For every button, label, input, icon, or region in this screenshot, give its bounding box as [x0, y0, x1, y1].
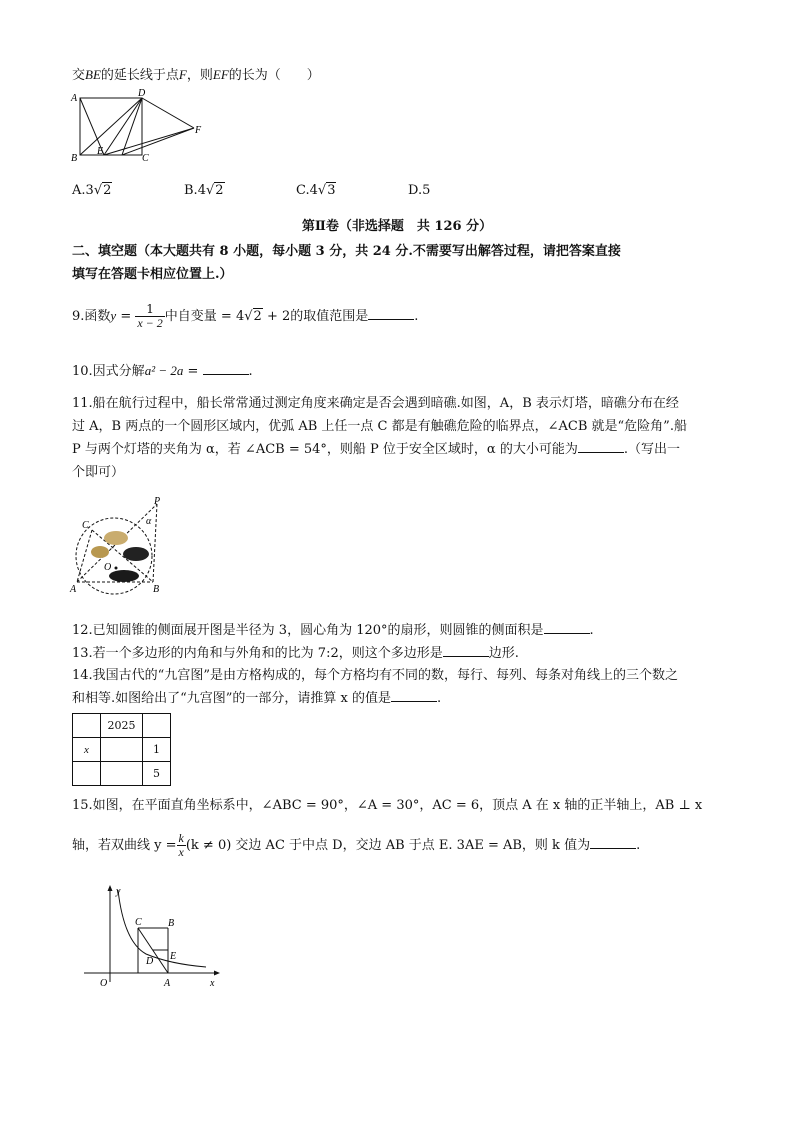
answer-blank[interactable] [391, 689, 437, 702]
option-letter: A. [72, 183, 86, 198]
axis-label-x: x [210, 978, 215, 989]
end: 边形. [488, 646, 519, 661]
eq: = [183, 364, 203, 379]
label-e: E [170, 951, 177, 962]
question-12 [72, 619, 594, 638]
end: . [589, 623, 594, 638]
answer-blank[interactable] [590, 836, 636, 849]
option-coef: 3 [85, 183, 94, 198]
question-9: 9.函数y = $\frac{1}{x - 2}$ 中自变量 = 4√2 + 2的取值范围是 . [72, 302, 419, 330]
expression: a² − 2a [144, 363, 184, 378]
q11-line4: 个即可） [72, 465, 125, 480]
answer-blank[interactable] [544, 621, 590, 634]
option-a[interactable]: A.3√2 [72, 183, 112, 198]
question-14 [72, 664, 724, 710]
label-d: D [146, 956, 154, 967]
q11-line3: P 与两个灯塔的夹角为 α，若 ∠ACB = 54°，则船 P 位于安全区域时，α 的大小可能为 [72, 442, 578, 457]
q14-line2: 和相等.如图给出了“九宫图”的一部分，请推算 x 的值是 [72, 691, 392, 706]
q8-stem-tail [72, 64, 320, 83]
label-c: C [135, 917, 142, 928]
eq: = [116, 309, 136, 324]
q15-text: (k ≠ 0) 交边 AC 于中点 D，交边 AB 于点 E. 3AE = AB，则 k 值为 [185, 838, 591, 853]
point-f: F [178, 67, 187, 82]
section-heading-line2: 填写在答题卡相应位置上.） [72, 267, 233, 282]
numerator: k [178, 831, 184, 845]
text: 交 [72, 68, 86, 83]
q9-prefix: 9.函数 [72, 309, 111, 324]
question-15-line1: 15.如图，在平面直角坐标系中，∠ABC = 90°，∠A = 30°，AC = 6，顶点 A 在 x 轴的正半轴上，AB ⊥ x [72, 798, 703, 813]
grid-cell [73, 762, 101, 786]
label-e: E [97, 146, 104, 157]
answer-blank[interactable] [443, 644, 489, 657]
q13-text: 13.若一个多边形的内角和与外角和的比为 7:2，则这个多边形是 [72, 646, 443, 661]
grid-cell [101, 738, 143, 762]
option-c[interactable]: C.4√3 [296, 183, 336, 198]
segment-ef: EF [212, 67, 229, 82]
q14-line1: 14.我国古代的“九宫图”是由方格构成的，每个方格均有不同的数，每行、每列、每条对角线上的三个数之 [72, 668, 678, 683]
q8-square-figure [68, 88, 208, 166]
grid-cell: 5 [143, 762, 171, 786]
grid-cell: x [73, 738, 101, 762]
label-o: O [104, 562, 112, 573]
label-a: A [164, 978, 171, 989]
q15-text: 轴，若双曲线 y = [72, 838, 177, 853]
q11-line2: 过 A，B 两点的一个圆形区域内，优弧 AB 上任一点 C 都是有触礁危险的临界点，∠ACB 就是“危险角”.船 [72, 419, 687, 434]
end: . [248, 364, 253, 379]
grid-row [73, 714, 171, 738]
reef-stone [104, 531, 128, 545]
option-letter: C. [296, 183, 310, 198]
q11-line1: 11.船在航行过程中，船长常常通过测定角度来确定是否会遇到暗礁.如图，A，B 表示灯塔，暗礁分布在经 [72, 396, 679, 411]
q10-prefix: 10.因式分解 [72, 364, 145, 379]
question-13 [72, 642, 519, 661]
answer-blank[interactable] [203, 362, 249, 375]
grid-cell: 1 [143, 738, 171, 762]
magic-square-grid [72, 713, 171, 786]
answer-blank[interactable] [578, 440, 624, 453]
text: 的延长线于点 [100, 68, 179, 83]
label-b: B [71, 153, 78, 164]
option-letter: D. [408, 183, 423, 198]
q12-text: 12.已知圆锥的侧面展开图是半径为 3，圆心角为 120°的扇形，则圆锥的侧面积是 [72, 623, 544, 638]
numerator: 1 [135, 303, 164, 317]
fraction [135, 303, 164, 330]
question-11 [72, 392, 724, 484]
label-d: D [138, 88, 146, 99]
grid-cell: 2025 [101, 714, 143, 738]
q9-post: + 2的取值范围是 [262, 309, 369, 324]
end: . [636, 838, 641, 853]
fraction [177, 832, 186, 859]
segment-be: BE [85, 67, 101, 82]
label-a: A [71, 93, 78, 104]
grid-row [73, 738, 171, 762]
label-c: C [142, 153, 149, 164]
grid-row [73, 762, 171, 786]
question-15-line2 [72, 828, 640, 864]
q11-lighthouse-figure [66, 494, 176, 608]
q9-middle: 中自变量 = 4 [164, 309, 245, 324]
option-value: 5 [422, 183, 431, 198]
grid-cell [143, 714, 171, 738]
reef-stone [91, 546, 109, 558]
reef-stone [109, 570, 139, 582]
end: . [414, 309, 419, 324]
question-10 [72, 360, 253, 379]
label-c: C [82, 520, 89, 531]
reef-stone [123, 547, 149, 561]
label-p: P [154, 496, 161, 507]
answer-blank[interactable] [368, 307, 414, 320]
grid-cell [73, 714, 101, 738]
option-radicand: 2 [103, 183, 112, 198]
var-y: y [110, 308, 117, 323]
option-coef: 4 [197, 183, 206, 198]
denominator: x [178, 845, 184, 859]
option-letter: B. [184, 183, 198, 198]
axis-label-y: y [116, 886, 121, 897]
label-a: A [70, 584, 77, 595]
radicand: 2 [253, 309, 262, 324]
option-b[interactable]: B.4√2 [184, 183, 224, 198]
option-d[interactable] [408, 183, 430, 198]
label-b: B [168, 918, 175, 929]
section-heading-line1: 二、填空题（本大题共有 8 小题，每小题 3 分，共 24 分.不需要写出解答过程，请把答案直接 [72, 244, 621, 259]
part2-title: 第Ⅱ卷（非选择题 共 126 分） [301, 219, 493, 234]
denominator: x − 2 [137, 316, 163, 330]
label-b: B [153, 584, 160, 595]
grid-cell [101, 762, 143, 786]
q11-line3-end: .（写出一 [623, 442, 680, 457]
label-f: F [195, 125, 202, 136]
label-alpha: α [146, 516, 152, 527]
label-o: O [100, 978, 108, 989]
option-coef: 4 [309, 183, 318, 198]
option-radicand: 2 [215, 183, 224, 198]
text: ，则 [186, 68, 213, 83]
q15-coordinate-figure [80, 882, 230, 992]
option-radicand: 3 [327, 183, 336, 198]
text: 的长为（ ） [228, 68, 320, 83]
end: . [437, 691, 442, 706]
